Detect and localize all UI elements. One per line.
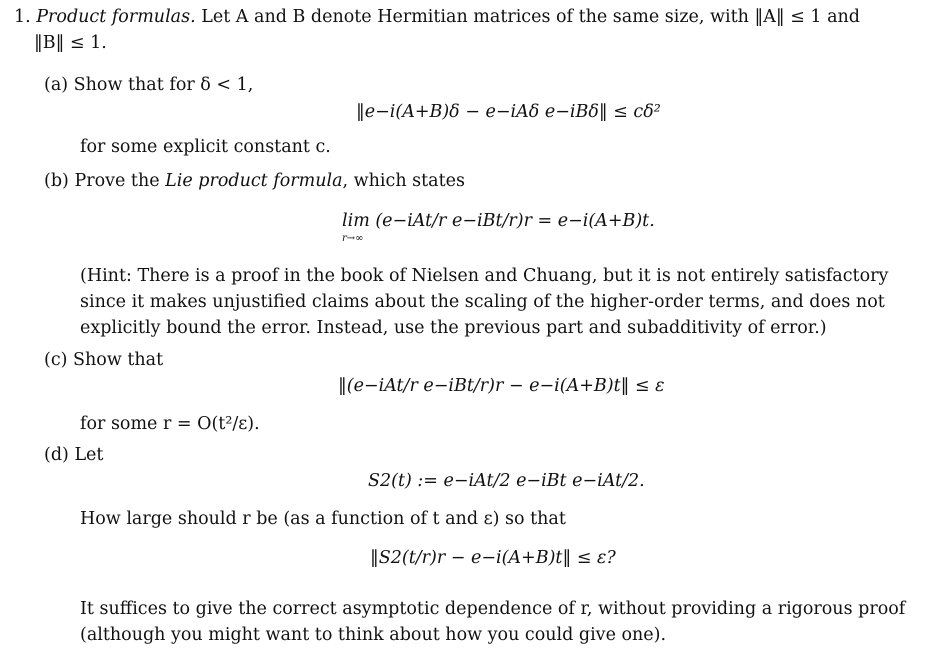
problem-intro [14,4,860,30]
part-d-closing-line1: It suffices to give the correct asymptotic dependence of r, without providing a rigorous proof [80,599,906,619]
part-c-after: for some r = O(t²/ε). [80,414,260,434]
part-b-text-pre: Prove the [74,171,166,191]
problem-intro-line1: Let A and B denote Hermitian matrices of the same size, with ‖A‖ ≤ 1 and [201,7,860,27]
part-d-label: (d) [44,445,69,465]
part-d-question: How large should r be (as a function of t and ε) so that [80,509,566,529]
part-b-label: (b) [44,171,69,191]
part-c-text: Show that [73,350,164,370]
part-d-equation: S2(t) := e−iAt/2 e−iBt e−iAt/2. [368,471,645,491]
part-a-label: (a) [44,75,69,95]
part-d-text: Let [74,445,104,465]
part-d-equation2: ‖S2(t/r)r − e−i(A+B)t‖ ≤ ε? [370,548,616,568]
problem-intro-line2: ‖B‖ ≤ 1. [34,33,107,53]
part-b-hint-line3: explicitly bound the error. Instead, use the previous part and subadditivity of error.) [80,318,827,338]
part-b-text-emphasis: Lie product formula [165,171,343,191]
part-a-after: for some explicit constant c. [80,137,331,157]
part-d-closing-line2: (although you might want to think about how you could give one). [80,625,667,645]
part-a-text: Show that for δ < 1, [73,75,254,95]
part-b-equation [342,208,655,244]
problem-number: 1. [14,7,31,27]
part-b-statement [44,168,465,194]
part-b-hint-line2: since it makes unjustified claims about the scaling of the higher-order terms, and does not [80,292,885,312]
part-c-statement [44,347,163,373]
part-b-text-post: , which states [342,171,465,191]
part-c-equation: ‖(e−iAt/r e−iBt/r)r − e−i(A+B)t‖ ≤ ε [338,376,665,396]
part-a-equation: ‖e−i(A+B)δ − e−iAδ e−iBδ‖ ≤ cδ² [356,102,661,122]
problem-title: Product formulas. [36,7,196,27]
part-b-hint-line1: (Hint: There is a proof in the book of Nielsen and Chuang, but it is not entirely satisfactory [80,266,889,286]
part-d-statement [44,442,103,468]
part-b-equation-text: lim (e−iAt/r e−iBt/r)r = e−i(A+B)t. [342,211,655,231]
part-a-statement [44,72,253,98]
part-c-label: (c) [44,350,68,370]
part-b-limit-subscript: r→∞ [342,233,364,244]
